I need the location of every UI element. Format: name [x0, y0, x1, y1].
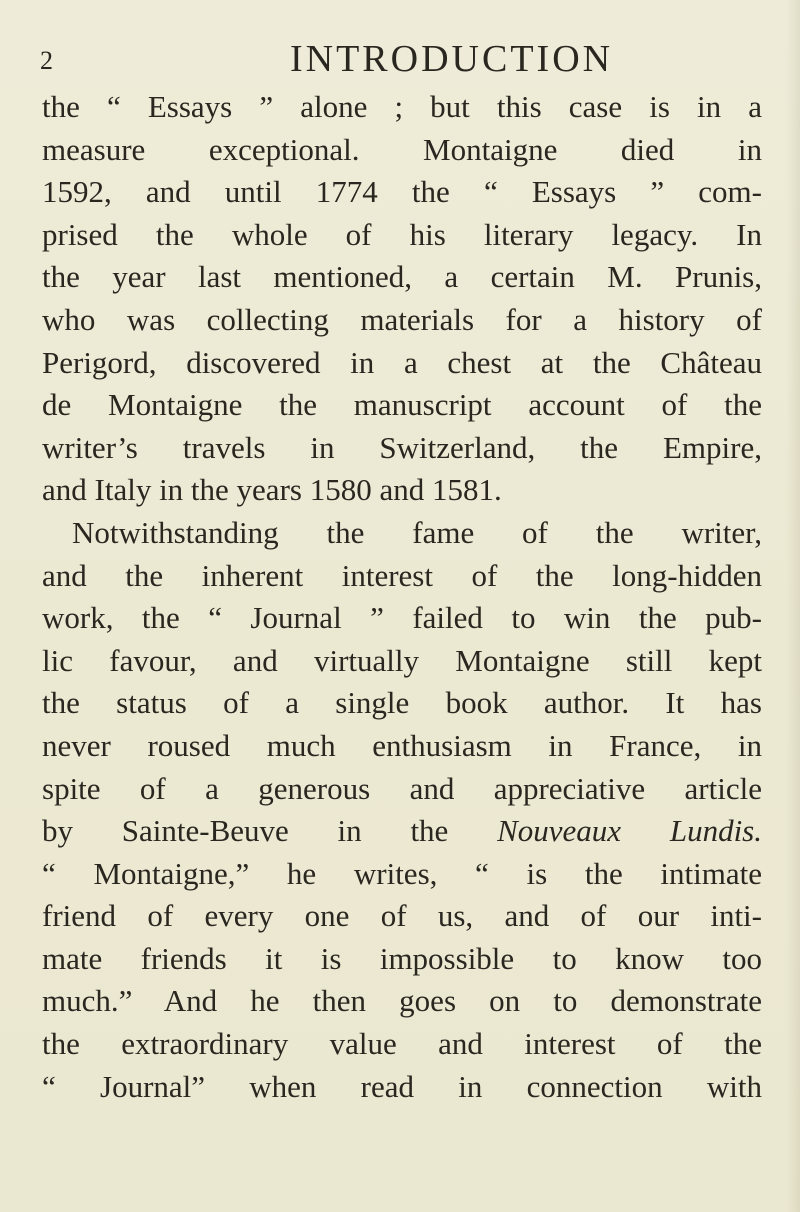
text-line: work, the “ Journal ” failed to win the pub- [42, 600, 762, 636]
line-prefix: by Sainte-Beuve in the [42, 813, 498, 849]
text-line: friend of every one of us, and of our inti- [42, 898, 762, 934]
text-line: lic favour, and virtually Montaigne still kept [42, 642, 762, 678]
text-line: measure exceptional. Montaigne died in [42, 131, 762, 167]
paragraph-first-line: Notwithstanding the fame of the writer, [72, 514, 762, 550]
book-title-italic: Nouveaux Lundis. [497, 813, 762, 849]
text-line: “ Journal” when read in connection with [42, 1068, 762, 1104]
paragraph-last-line: and Italy in the years 1580 and 1581. [42, 472, 502, 508]
text-line-with-title [42, 810, 762, 853]
text-line: prised the whole of his literary legacy. In [42, 216, 762, 252]
text-line: much.” And he then goes on to demonstrate [42, 983, 762, 1019]
text-line: who was collecting materials for a history of [42, 301, 762, 337]
text-line: 1592, and until 1774 the “ Essays ” com- [42, 174, 762, 210]
text-line: the year last mentioned, a certain M. Prunis, [42, 259, 762, 295]
text-line: Perigord, discovered in a chest at the Château [42, 344, 762, 380]
page-edge-shadow [786, 0, 800, 1212]
text-line: and the inherent interest of the long-hidden [42, 557, 762, 593]
text-line: de Montaigne the manuscript account of the [42, 387, 762, 423]
text-line: spite of a generous and appreciative article [42, 770, 762, 806]
body-text [42, 86, 762, 1108]
text-line: the “ Essays ” alone ; but this case is in a [42, 89, 762, 124]
page-number: 2 [40, 46, 53, 75]
text-line: “ Montaigne,” he writes, “ is the intimate [42, 855, 762, 891]
text-line: never roused much enthusiasm in France, in [42, 727, 762, 763]
text-line: writer’s travels in Switzerland, the Empire, [42, 429, 762, 465]
text-line: the status of a single book author. It has [42, 685, 762, 721]
text-line: mate friends it is impossible to know too [42, 940, 762, 976]
running-head [40, 36, 760, 86]
running-title: INTRODUCTION [290, 38, 614, 80]
text-line: the extraordinary value and interest of the [42, 1026, 762, 1062]
